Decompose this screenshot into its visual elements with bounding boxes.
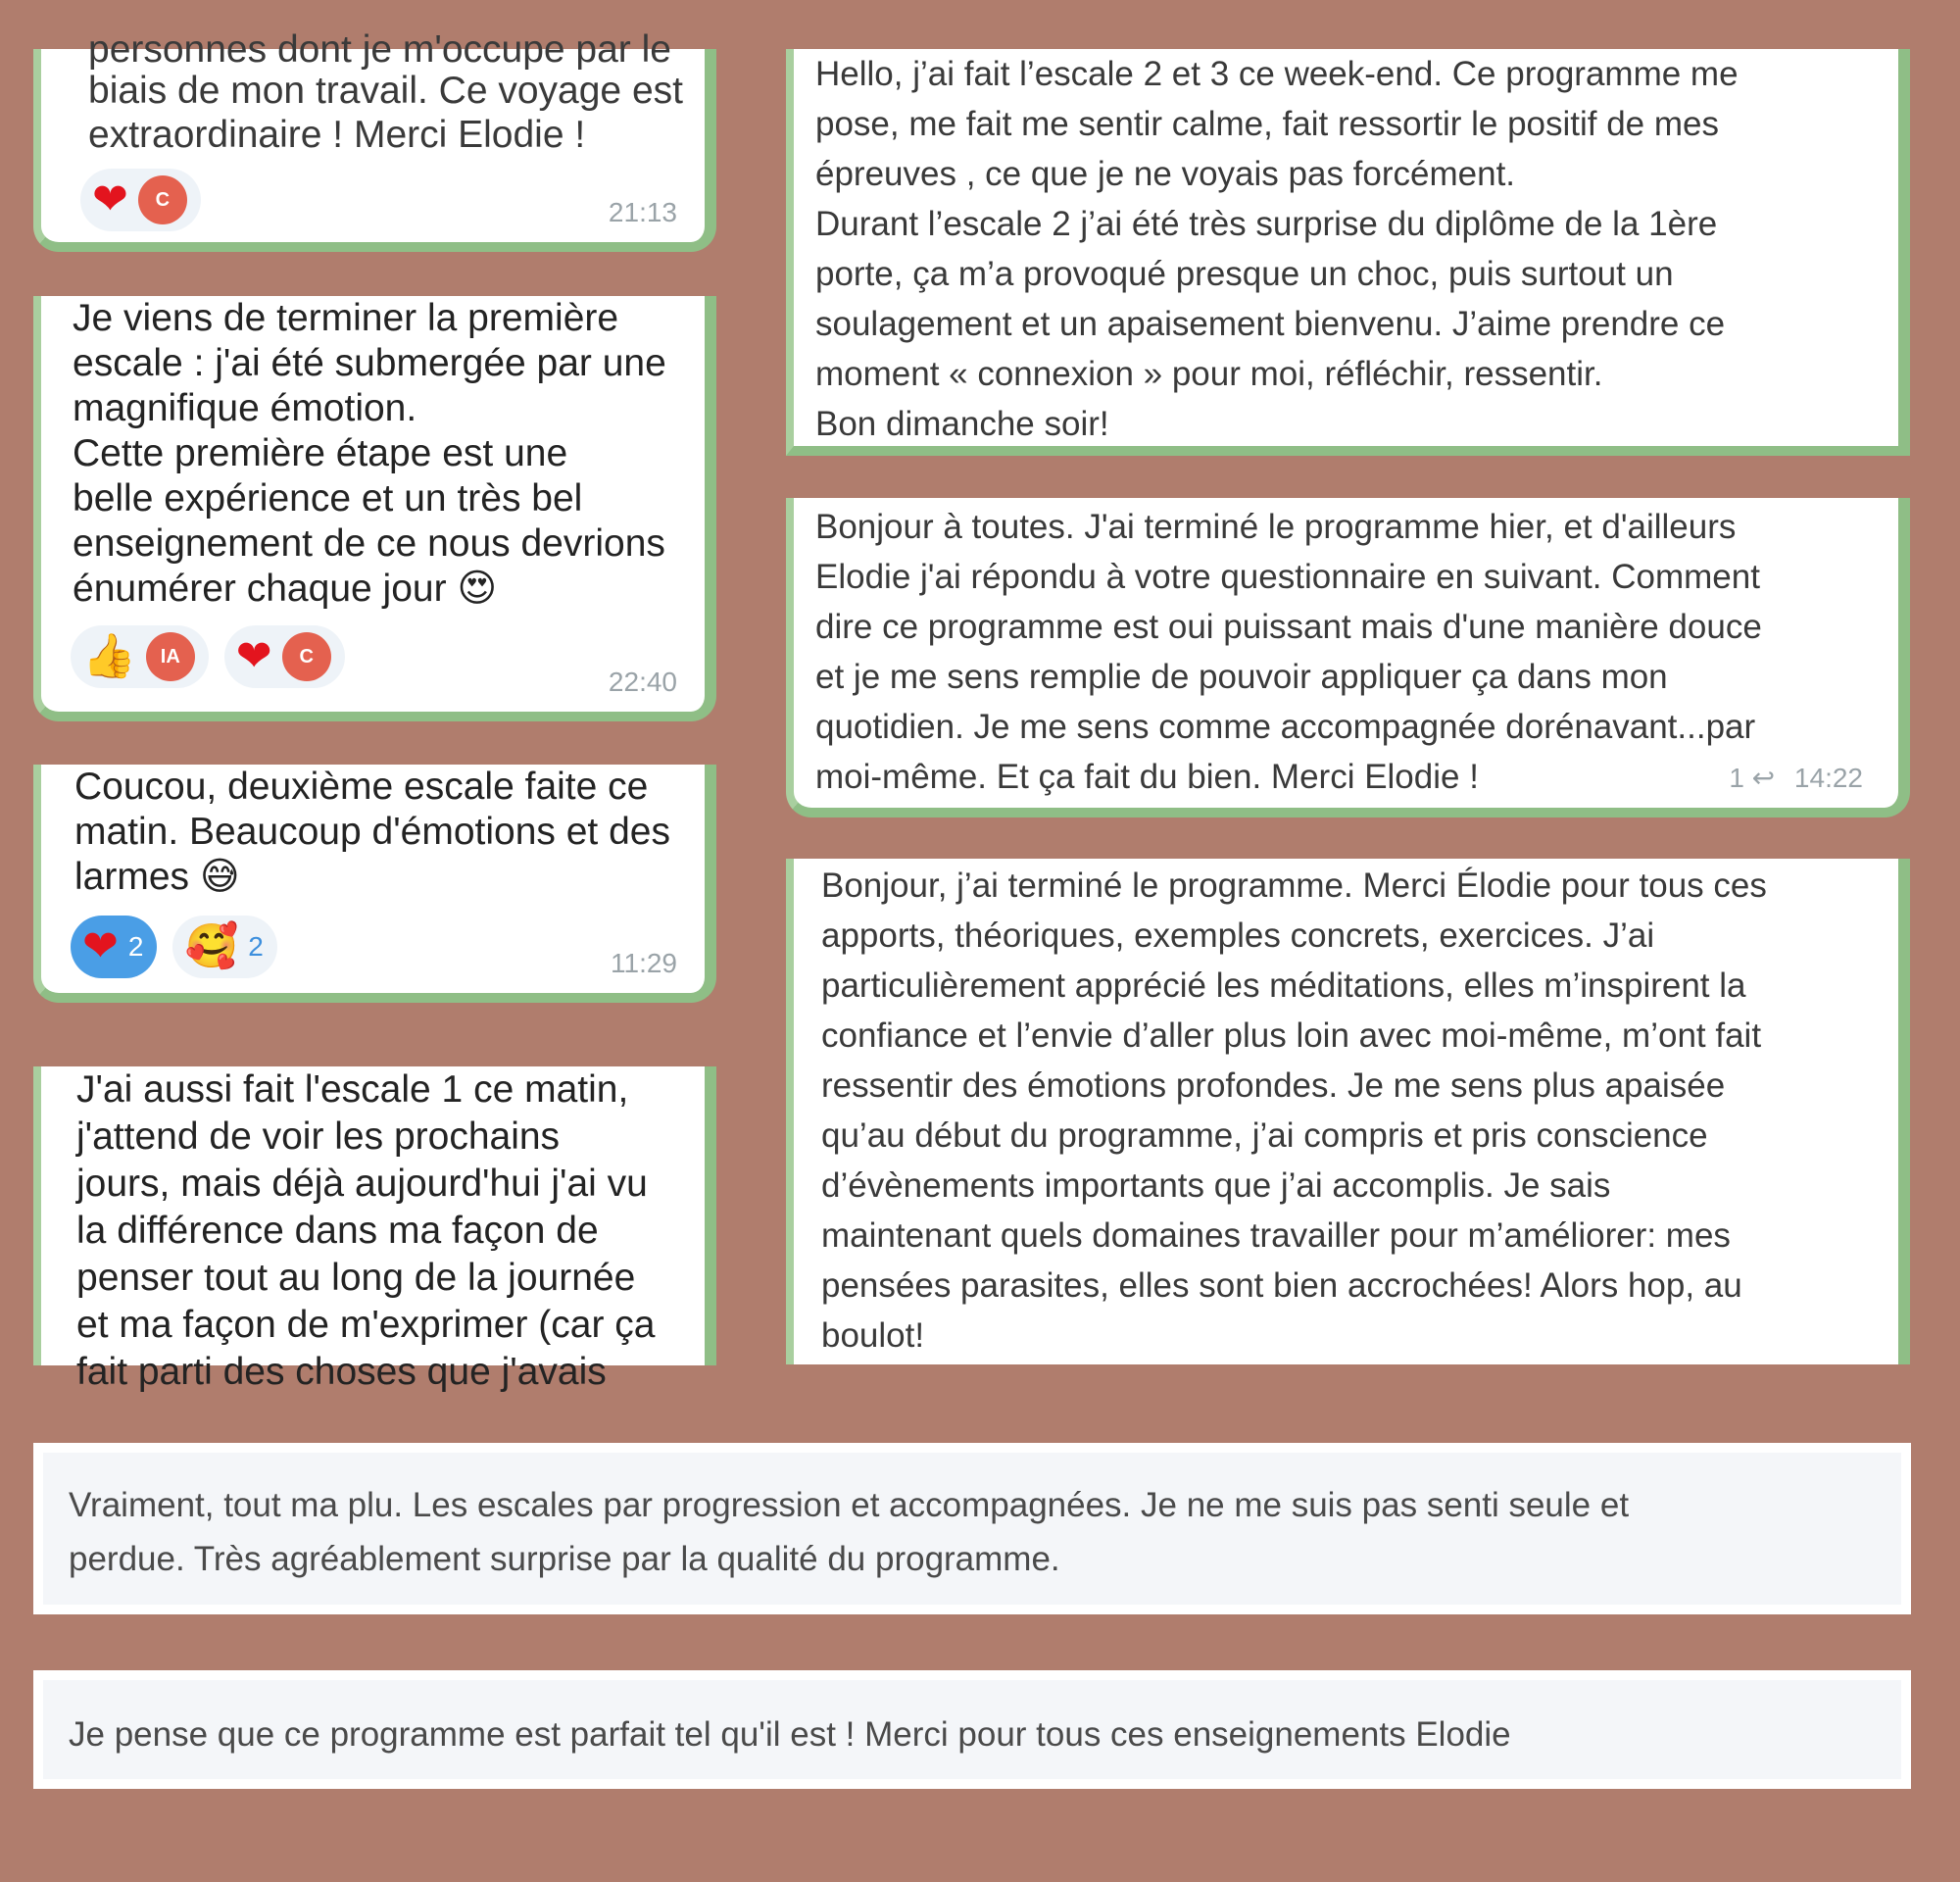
reaction-count: 2 (127, 931, 144, 962)
reply-indicator[interactable] (1729, 762, 1863, 794)
reaction-heart[interactable] (71, 916, 157, 978)
testimonial-card-1 (33, 28, 716, 252)
reactions (80, 169, 201, 231)
review-text: Vraiment, tout ma plu. Les escales par progression et accompagnées. Je ne me suis pas senti seule et perdue. Très agréablement surprise par la qualité du programme. (69, 1486, 1630, 1578)
review-text: Je pense que ce programme est parfait tel qu'il est ! Merci pour tous ces enseignements Elodie (69, 1715, 1511, 1754)
testimonial-card-3 (33, 765, 716, 1003)
reaction-count: 2 (248, 931, 264, 962)
testimonial-card-4 (33, 1066, 716, 1393)
testimonial-card-6 (786, 498, 1910, 817)
heart-icon: ❤ (82, 922, 119, 970)
testimonial-card-7 (786, 859, 1910, 1364)
smiling-face-with-hearts-icon: 🥰 (184, 922, 239, 970)
reply-count: 1 (1729, 763, 1744, 793)
avatar: IA (146, 632, 195, 681)
heart-icon: ❤ (92, 175, 128, 223)
message-partial-top: personnes dont je m'occupe par le (88, 28, 671, 71)
message-text: Je viens de terminer la première escale : j'ai été submergée par une magnifique émotion. Cette première étape est une belle expérience et un très bel enseignement de ce nous devrions énumérer chaque jour 😍 (73, 297, 666, 610)
message-time: 22:40 (608, 667, 677, 697)
reaction-thumbs-up[interactable] (71, 625, 209, 688)
message-text: Bonjour, j’ai terminé le programme. Merci Élodie pour tous ces apports, théoriques, exemples concrets, exercices. J’ai particulièrement apprécié les méditations, elles m’inspirent la confiance et l’envie d’aller plus loin avec moi-même, m’ont fait ressentir des émotions profondes. Je me sens plus apaisée qu’au début du programme, j’ai compris et pris conscience d’évènements importants que j’ai accomplis. Je sais maintenant quels domaines travailler pour m’améliorer: mes pensées parasites, elles sont bien accrochées! Alors hop, au boulot! (821, 867, 1767, 1355)
message-time: 11:29 (611, 948, 677, 978)
heart-icon: ❤ (235, 632, 272, 680)
reactions (71, 916, 277, 978)
reactions (71, 625, 345, 688)
testimonial-card-5 (786, 49, 1910, 456)
message-text: J'ai aussi fait l'escale 1 ce matin, j'attend de voir les prochains jours, mais déjà aujourd'hui j'ai vu la différence dans ma façon de penser tout au long de la journée et ma façon de m'exprimer (car ça fait parti des choses que j'avais (76, 1068, 656, 1393)
message-time: 14:22 (1793, 763, 1863, 793)
thumbs-up-icon: 👍 (82, 632, 136, 680)
reaction-heart[interactable] (224, 625, 345, 688)
reaction-heart[interactable] (80, 169, 201, 231)
avatar: C (138, 175, 187, 224)
review-box-1 (33, 1443, 1911, 1614)
avatar: C (282, 632, 331, 681)
message-text: Hello, j’ai fait l’escale 2 et 3 ce week-end. Ce programme me pose, me fait me sentir calme, fait ressortir le positif de mes épreuves , ce que je ne voyais pas forcément. Durant l’escale 2 j’ai été très surprise du diplôme de la 1ère porte, ça m’a provoqué presque un choc, puis surtout un soulagement et un apaisement bienvenu. J’aime prendre ce moment « connexion » pour moi, réfléchir, ressentir. Bon dimanche soir! (815, 55, 1739, 443)
message-time: 21:13 (608, 197, 677, 227)
message-text: Bonjour à toutes. J'ai terminé le programme hier, et d'ailleurs Elodie j'ai répondu à votre questionnaire en suivant. Comment dire ce programme est oui puissant mais d'une manière douce et je me sens remplie de pouvoir appliquer ça dans mon quotidien. Je me sens comme accompagnée dorénavant...par moi-même. Et ça fait du bien. Merci Elodie ! (815, 508, 1762, 796)
testimonial-card-2 (33, 296, 716, 721)
reply-icon: ↩ (1751, 763, 1776, 793)
reaction-smiling-hearts[interactable] (172, 916, 276, 978)
review-box-2 (33, 1670, 1911, 1789)
message-text: Coucou, deuxième escale faite ce matin. Beaucoup d'émotions et des larmes 😅 (74, 766, 670, 898)
message-text: biais de mon travail. Ce voyage est extraordinaire ! Merci Elodie ! (88, 70, 683, 156)
